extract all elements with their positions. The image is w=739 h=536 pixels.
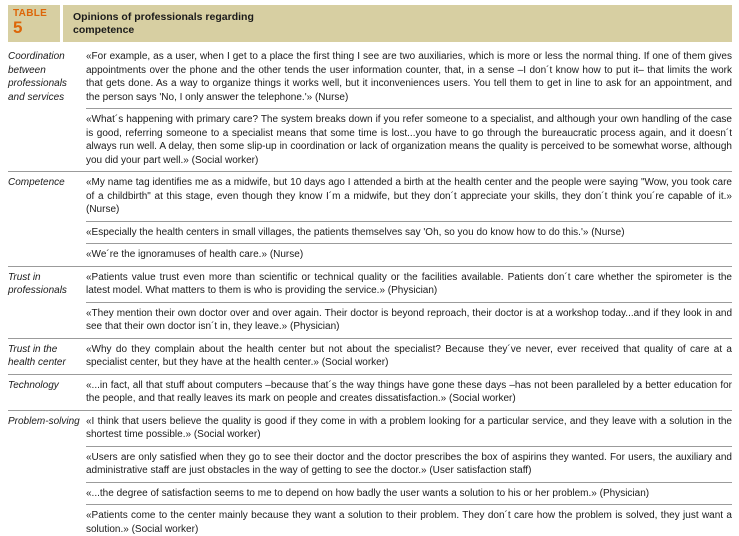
table-row — [8, 374, 732, 410]
quote-cell — [86, 446, 732, 482]
quote-cell — [86, 221, 732, 244]
quote-source: (Nurse) — [86, 204, 120, 215]
quote-text: «Why do they complain about the health center but not about the specialist? Because they´ve never, ever received that quality of care at a specialist center, but they have at the health center.» — [86, 343, 732, 368]
quote-source: (Social worker) — [131, 523, 199, 535]
quote-cell — [86, 46, 732, 109]
quote-text: «My name tag identifies me as a midwife, but 10 days ago I attended a birth at the health center and the people were saying "Wow, you took care of a childbirth" at this stage, even though they know I´m a midwife, but they don´t appreciate your skills, they don´t think you´re capable of it.» — [86, 177, 732, 202]
quote-source: (Social worker) — [449, 393, 516, 404]
table-label: TABLE — [13, 8, 48, 19]
category-cell: Trust in the health center — [8, 338, 86, 374]
table-row — [8, 46, 732, 109]
table-row — [8, 266, 732, 302]
quote-cell — [86, 109, 732, 172]
quote-text: «Especially the health centers in small villages, the patients themselves say 'Oh, so you do know how to do this.'» — [86, 226, 589, 238]
quote-cell — [86, 266, 732, 302]
quote-source: (Nurse) — [314, 91, 349, 103]
table-title-cell — [63, 5, 732, 42]
table-title-line2: competence — [73, 23, 135, 36]
table-row — [8, 244, 732, 267]
category-cell: Problem-solving — [8, 410, 86, 536]
quote-cell — [86, 338, 732, 374]
quote-cell — [86, 302, 732, 338]
quote-cell — [86, 172, 732, 222]
quote-text: «They mention their own doctor over and over again. Their doctor is beyond reproach, their doctor is at a workshop today...and if they look in and see that their own doctor isn´t in, they leave.» — [86, 307, 732, 332]
table-row — [8, 505, 732, 536]
quote-source: (Physician) — [387, 285, 438, 296]
category-cell: Coordination between professionals and services — [8, 51, 67, 103]
quote-text: «Users are only satisfied when they go to see their doctor and the doctor prescribes the box of aspirins they wanted. For users, the auxiliary and administrative staff are just obstacles in the way of getting to see the doctor.» — [86, 451, 732, 476]
quote-text: «...in fact, all that stuff about computers –because that´s the way things have gone these days –has not been paralleled by a better education for the people, and that really leaves its mark on people and creates dissatisfaction.» — [86, 379, 732, 404]
quote-source: (Physician) — [599, 487, 650, 499]
quote-source: (Social worker) — [321, 357, 389, 368]
quote-cell — [86, 505, 732, 536]
category-cell: Trust in professionals — [8, 266, 86, 338]
quote-text: «For example, as a user, when I get to a place the first thing I see are two auxiliaries, which is more or less the normal thing. If one of them gives appointments over the phone and the other tends the user information counter, that, in a sense –I don´t know how to put it– that limits the work that gets done. As a way to organize things it works well, but it inconveniences users. You tell them to get in line to ask for an appointment, and the person says 'No, I only answer the telephone.'» — [86, 51, 732, 103]
table-row — [8, 482, 732, 505]
table-row — [8, 109, 732, 172]
table-label-cell — [8, 5, 60, 42]
table-row — [8, 446, 732, 482]
quote-text: «We´re the ignoramuses of health care.» — [86, 249, 268, 260]
quote-text: «What´s happening with primary care? The system breaks down if you refer someone to a specialist, and although your own handling of the case is good, referring someone to a specialist means that some time is lost...you have to go through the bureaucratic process again, and it doesn´t always run well. A delay, then some slip-up in coordination or lack of organization means the quality is perceived to be somewhat worse, although you did your part well.» — [86, 114, 732, 166]
quote-source: (User satisfaction staff) — [429, 465, 532, 476]
table-number: 5 — [13, 18, 23, 37]
table-row — [8, 221, 732, 244]
table-title-line1: Opinions of professionals regarding — [73, 10, 254, 23]
table-row — [8, 172, 732, 222]
table-row — [8, 302, 732, 338]
quote-cell — [86, 482, 732, 505]
category-cell: Competence — [8, 172, 86, 267]
quote-cell — [86, 410, 732, 446]
quote-source: (Nurse) — [591, 226, 625, 238]
table-header — [8, 5, 732, 42]
quote-source: (Nurse) — [269, 249, 304, 260]
table-row — [8, 338, 732, 374]
quote-text: «I think that users believe the quality is good if they come in with a problem looking for a particular service, and they leave with a solution in the shortest time possible.» — [86, 415, 732, 440]
quote-text: «Patients come to the center mainly because they want a solution to their problem. They don´t care how the problem is solved, they just want a solution.» — [86, 510, 732, 535]
quote-cell — [86, 244, 732, 267]
quote-source: (Physician) — [290, 321, 340, 332]
quote-source: (Social worker) — [191, 154, 259, 166]
quote-text: «Patients value trust even more than scientific or technical quality or the facilities available. Patients don´t care whether the spirometer is the latest model. What matters to them is who is providing the service.» — [86, 271, 732, 296]
quote-source: (Social worker) — [193, 429, 261, 440]
category-cell: Technology — [8, 374, 86, 410]
quotes-table — [8, 46, 732, 536]
quote-cell — [86, 374, 732, 410]
quote-text: «...the degree of satisfaction seems to me to depend on how badly the user wants a solution to his or her problem.» — [86, 487, 597, 499]
table-row — [8, 410, 732, 446]
